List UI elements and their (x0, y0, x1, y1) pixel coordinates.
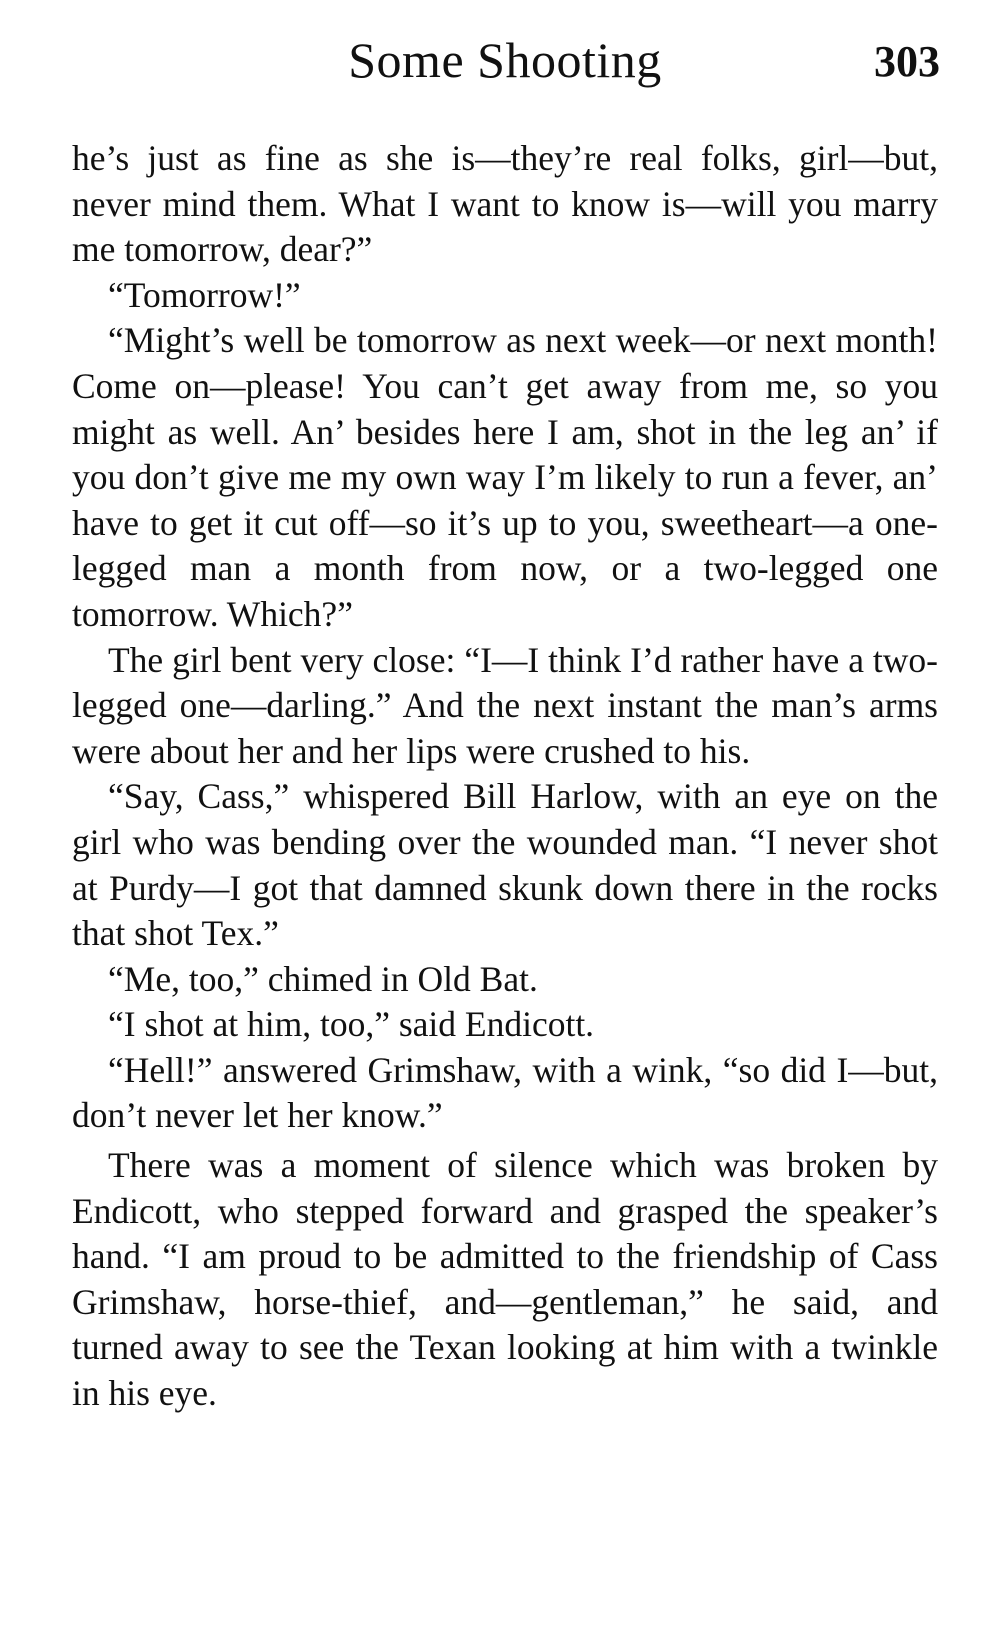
paragraph: There was a moment of silence which was broken by Endicott, who stepped forward and grasped the speaker’s hand. “I am proud to be admitted to the friendship of Cass Grimshaw, horse-thief, and—gentleman,” he said, and turned away to see the Texan looking at him with a twinkle in his eye. (72, 1145, 938, 1414)
page-number: 303 (874, 37, 940, 86)
chapter-title: Some Shooting (348, 32, 662, 88)
paragraph: “Me, too,” chimed in Old Bat. (108, 958, 538, 999)
paragraph: “Say, Cass,” whispered Bill Harlow, with an eye on the girl who was bending over the wounded man. “I never shot at Purdy—I got that damned skunk down there in the rocks that shot Tex.” (72, 776, 938, 954)
paragraph: “Hell!” answered Grimshaw, with a wink, “so did I—but, don’t never let her know.” (72, 1049, 938, 1136)
body-text (72, 136, 938, 1417)
paragraph: “Tomorrow!” (108, 274, 301, 315)
paragraph-continuation: he’s just as fine as she is—they’re real folks, girl—but, never mind them. What I want to know is—will you marry me tomorrow, dear?” (72, 138, 938, 270)
paragraph: “I shot at him, too,” said Endicott. (108, 1004, 595, 1045)
running-head (70, 30, 940, 100)
paragraph: The girl bent very close: “I—I think I’d rather have a two-legged one—darling.” And the next instant the man’s arms were about her and her lips were crushed to his. (72, 639, 938, 771)
paragraph: “Might’s well be tomorrow as next week—or next month! Come on—please! You can’t get away from me, so you might as well. An’ besides here I am, shot in the leg an’ if you don’t give me my own way I’m likely to run a fever, an’ have to get it cut off—so it’s up to you, sweetheart—a one-legged man a month from now, or a two-legged one tomorrow. Which?” (72, 320, 938, 634)
